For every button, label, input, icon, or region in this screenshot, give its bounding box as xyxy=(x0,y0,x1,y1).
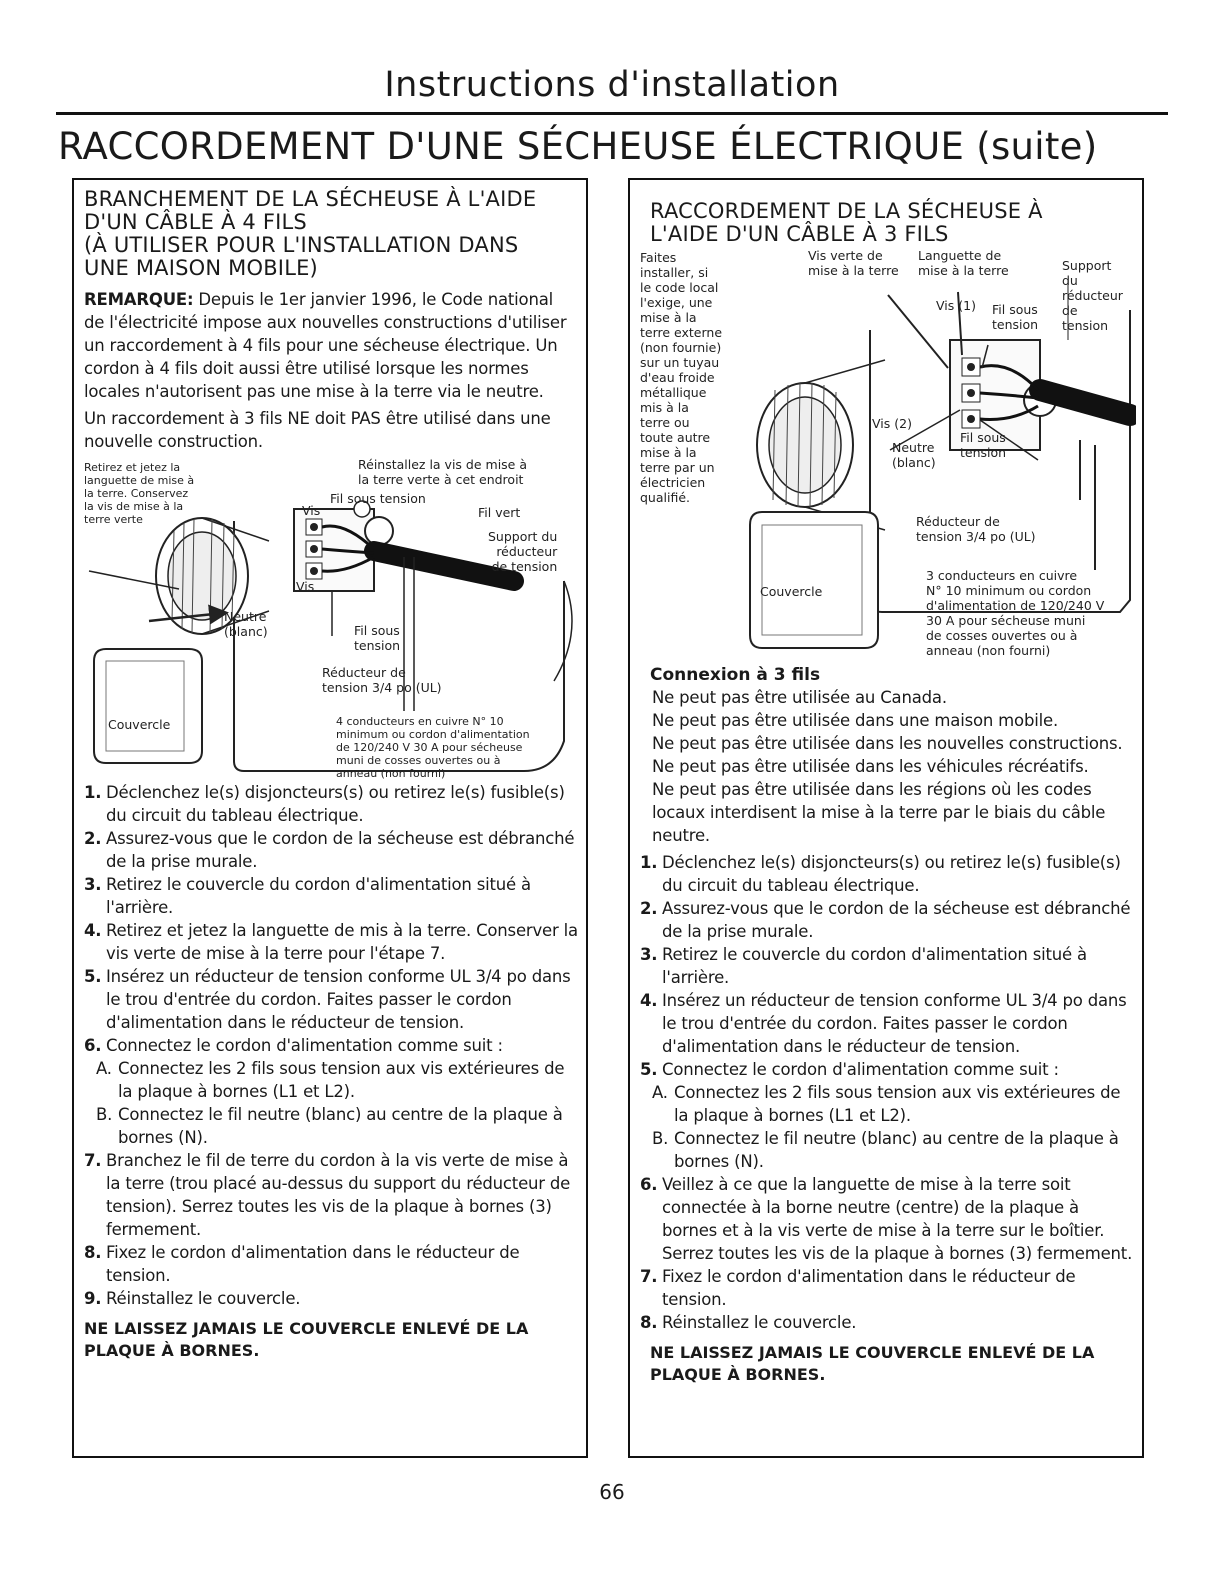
step-number: 1. xyxy=(84,783,102,802)
step-item xyxy=(640,1311,1134,1334)
step-text: Assurez-vous que le cordon de la sécheuse est débranché de la prise murale. xyxy=(106,829,575,871)
label-hot-wire-top: Fil sous tension xyxy=(330,491,426,506)
step-item xyxy=(640,1265,1134,1311)
step-text: Déclenchez le(s) disjoncteurs(s) ou retirez le(s) fusible(s) du circuit du tableau électrique. xyxy=(662,853,1121,895)
three-wire-steps xyxy=(640,851,1134,1334)
note-item: Ne peut pas être utilisée au Canada. xyxy=(652,688,947,707)
warning-text: NE LAISSEZ JAMAIS LE COUVERCLE ENLEVÉ DE LA PLAQUE À BORNES. xyxy=(650,1343,1095,1384)
connection-title: Connexion à 3 fils xyxy=(650,665,821,685)
section-title: Instructions d'installation xyxy=(384,65,840,105)
step-item xyxy=(640,1058,1134,1081)
remark-text: Depuis le 1er janvier 1996, le Code national de l'électricité impose aux nouvelles constructions d'utiliser un raccordement à 4 fils pour une sécheuse électrique. Un cordon à 4 fils doit aussi être utilisé lorsque les normes locales n'autorisent pas une mise à la terre via le neutre. xyxy=(84,290,567,401)
step-number: A. xyxy=(652,1083,668,1102)
label-screw-2: Vis (2) xyxy=(872,416,912,431)
page-number: 66 xyxy=(599,1480,625,1504)
title-line: L'AIDE D'UN CÂBLE À 3 FILS xyxy=(650,222,949,246)
step-item xyxy=(640,989,1134,1058)
step-text: Assurez-vous que le cordon de la sécheuse est débranché de la prise murale. xyxy=(662,899,1131,941)
remark-label: REMARQUE: xyxy=(84,290,194,309)
step-subitem xyxy=(640,1127,1134,1173)
step-number: 8. xyxy=(84,1243,102,1262)
note-item: Ne peut pas être utilisée dans les véhicules récréatifs. xyxy=(652,757,1089,776)
label-cover: Couvercle xyxy=(760,584,823,599)
step-subitem xyxy=(84,1103,578,1149)
step-number: 8. xyxy=(640,1313,658,1332)
step-text: Fixez le cordon d'alimentation dans le réducteur de tension. xyxy=(662,1267,1076,1309)
step-item xyxy=(640,851,1134,897)
label-hot-wire-2: Fil sous tension xyxy=(960,430,1007,460)
step-text: Retirez le couvercle du cordon d'alimentation situé à l'arrière. xyxy=(662,945,1087,987)
step-text: Connectez le fil neutre (blanc) au centre de la plaque à bornes (N). xyxy=(118,1105,563,1147)
title-line: UNE MAISON MOBILE) xyxy=(84,256,318,280)
four-wire-steps xyxy=(84,781,578,1310)
step-text: Déclenchez le(s) disjoncteurs(s) ou retirez le(s) fusible(s) du circuit du tableau électrique. xyxy=(106,783,565,825)
step-text: Veillez à ce que la languette de mise à la terre soit connectée à la borne neutre (centre) de la plaque à bornes et à la vis verte de mise à la terre sur le boîtier. Serrez toutes les vis de la plaque à bornes (3) fermement. xyxy=(662,1175,1133,1263)
step-item xyxy=(84,1287,578,1310)
label-reinstall-screw: Réinstallez la vis de mise à la terre verte à cet endroit xyxy=(358,457,528,487)
step-item xyxy=(84,873,578,919)
cover-plate xyxy=(94,649,202,763)
label-strain-relief: Réducteur de tension 3/4 po (UL) xyxy=(916,514,1036,544)
step-text: Réinstallez le couvercle. xyxy=(662,1313,857,1332)
step-text: Insérez un réducteur de tension conforme UL 3/4 po dans le trou d'entrée du cordon. Faites passer le cordon d'alimentation dans le réducteur de tension. xyxy=(106,967,571,1032)
step-text: Insérez un réducteur de tension conforme UL 3/4 po dans le trou d'entrée du cordon. Faites passer le cordon d'alimentation dans le réducteur de tension. xyxy=(662,991,1127,1056)
step-number: 6. xyxy=(640,1175,658,1194)
step-item xyxy=(84,1034,578,1057)
step-item xyxy=(640,1173,1134,1265)
step-text: Fixez le cordon d'alimentation dans le réducteur de tension. xyxy=(106,1243,520,1285)
label-hot-wire-bottom: Fil sous tension xyxy=(354,623,401,653)
step-number: 2. xyxy=(640,899,658,918)
step-item xyxy=(84,965,578,1034)
step-subitem xyxy=(640,1081,1134,1127)
step-number: 1. xyxy=(640,853,658,872)
label-green-wire: Fil vert xyxy=(478,505,521,520)
label-screw-1: Vis (1) xyxy=(936,298,976,313)
step-number: A. xyxy=(96,1059,112,1078)
step-text: Retirez le couvercle du cordon d'alimentation situé à l'arrière. xyxy=(106,875,531,917)
step-item xyxy=(640,943,1134,989)
step-text: Connectez le fil neutre (blanc) au centre de la plaque à bornes (N). xyxy=(674,1129,1119,1171)
step-number: 4. xyxy=(84,921,102,940)
label-conductors: 4 conducteurs en cuivre N° 10 minimum ou cordon d'alimentation de 120/240 V 30 A pour sécheuse muni de cosses ouvertes ou à anneau (non fourni) xyxy=(336,715,530,780)
label-neutral: Neutre (blanc) xyxy=(224,609,268,639)
step-number: B. xyxy=(96,1105,113,1124)
three-wire-section xyxy=(628,178,1144,1458)
title-line: RACCORDEMENT DE LA SÉCHEUSE À xyxy=(650,199,1043,223)
label-strain-relief: Réducteur de tension 3/4 po (UL) xyxy=(322,665,442,695)
label-ground-note: Faites installer, si le code local l'exige, une mise à la terre externe (non fournie) sur un tuyau d'eau froide métallique mis à la terre ou toute autre mise à la terre par un électricien qualifié. xyxy=(640,250,723,505)
remark xyxy=(84,288,578,403)
title-line: D'UN CÂBLE À 4 FILS xyxy=(84,210,307,234)
label-screw-top: Vis xyxy=(302,503,321,518)
step-item xyxy=(640,897,1134,943)
step-number: 7. xyxy=(640,1267,658,1286)
cover-plate xyxy=(750,512,878,648)
title-line: (À UTILISER POUR L'INSTALLATION DANS xyxy=(84,233,519,257)
header-rule xyxy=(56,112,1168,115)
warning-text: NE LAISSEZ JAMAIS LE COUVERCLE ENLEVÉ DE LA PLAQUE À BORNES. xyxy=(84,1319,529,1360)
page-title: RACCORDEMENT D'UNE SÉCHEUSE ÉLECTRIQUE (suite) xyxy=(58,125,1098,168)
step-number: 5. xyxy=(640,1060,658,1079)
step-subitem xyxy=(84,1057,578,1103)
label-ground-tab: Languette de mise à la terre xyxy=(918,248,1009,278)
step-item xyxy=(84,827,578,873)
page-header xyxy=(56,64,1168,106)
note-item: Ne peut pas être utilisée dans une maison mobile. xyxy=(652,711,1058,730)
step-number: 2. xyxy=(84,829,102,848)
four-wire-title xyxy=(84,188,578,280)
step-text: Branchez le fil de terre du cordon à la vis verte de mise à la terre (trou placé au-dessus du support du réducteur de tension). Serrez toutes les vis de la plaque à bornes (3) fermement. xyxy=(106,1151,571,1239)
step-number: 4. xyxy=(640,991,658,1010)
step-text: Connectez le cordon d'alimentation comme suit : xyxy=(106,1036,503,1055)
label-screw-bottom: Vis xyxy=(296,579,315,594)
label-neutral: Neutre (blanc) xyxy=(892,440,936,470)
step-number: 3. xyxy=(640,945,658,964)
step-number: 5. xyxy=(84,967,102,986)
label-strain-support: Support du réducteur de tension xyxy=(1062,258,1123,333)
label-conductors: 3 conducteurs en cuivre N° 10 minimum ou cordon d'alimentation de 120/240 V 30 A pour sécheuse muni de cosses ouvertes ou à anneau (non fourni) xyxy=(926,568,1105,658)
three-wire-diagram xyxy=(640,250,1136,690)
step-text: Connectez le cordon d'alimentation comme suit : xyxy=(662,1060,1059,1079)
step-text: Retirez et jetez la languette de mis à la terre. Conserver la vis verte de mise à la terre pour l'étape 7. xyxy=(106,921,578,963)
note-item: Ne peut pas être utilisée dans les nouvelles constructions. xyxy=(652,734,1123,753)
step-text: Réinstallez le couvercle. xyxy=(106,1289,301,1308)
step-number: B. xyxy=(652,1129,669,1148)
note-item: Ne peut pas être utilisée dans les régions où les codes locaux interdisent la mise à la terre par le biais du câble neutre. xyxy=(652,780,1106,845)
restriction-notes xyxy=(640,686,1134,847)
label-remove-tab: Retirez et jetez la languette de mise à la terre. Conservez la vis de mise à la terre verte xyxy=(84,461,195,526)
step-number: 6. xyxy=(84,1036,102,1055)
step-text: Connectez les 2 fils sous tension aux vis extérieures de la plaque à bornes (L1 et L2). xyxy=(674,1083,1121,1125)
label-green-screw: Vis verte de mise à la terre xyxy=(808,248,899,278)
four-wire-diagram xyxy=(84,457,580,781)
step-number: 7. xyxy=(84,1151,102,1170)
step-item xyxy=(84,1149,578,1241)
step-number: 3. xyxy=(84,875,102,894)
three-wire-title xyxy=(650,200,1134,246)
title-line: BRANCHEMENT DE LA SÉCHEUSE À L'AIDE xyxy=(84,187,537,211)
vent-duct xyxy=(757,360,885,530)
three-wire-note: Un raccordement à 3 fils NE doit PAS être utilisé dans une nouvelle construction. xyxy=(84,409,551,451)
step-item xyxy=(84,919,578,965)
four-wire-section xyxy=(72,178,588,1458)
step-item xyxy=(84,781,578,827)
label-hot-wire-1: Fil sous tension xyxy=(992,302,1039,332)
label-strain-support: Support du réducteur de tension xyxy=(488,529,558,574)
label-cover: Couvercle xyxy=(108,717,171,732)
step-number: 9. xyxy=(84,1289,102,1308)
step-item xyxy=(84,1241,578,1287)
step-text: Connectez les 2 fils sous tension aux vis extérieures de la plaque à bornes (L1 et L2). xyxy=(118,1059,565,1101)
